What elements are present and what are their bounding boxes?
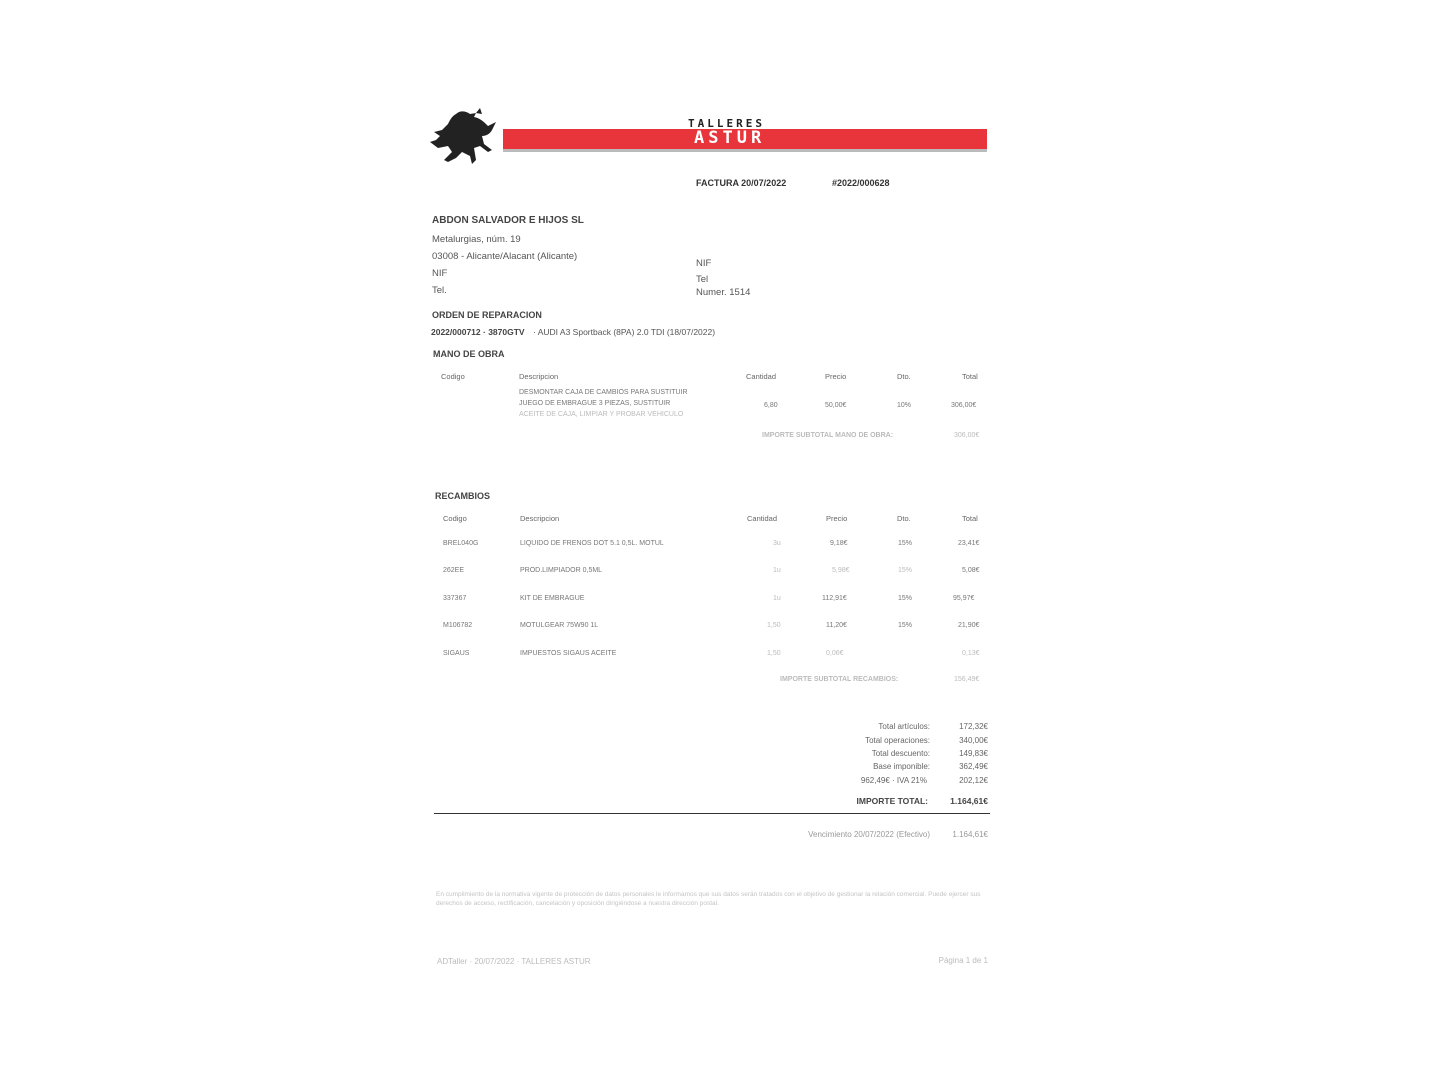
parts-header-price: Precio — [826, 514, 848, 523]
vat-label: 962,49€ · IVA 21% — [860, 776, 927, 785]
labor-header-price: Precio — [825, 372, 847, 381]
client-address-2: 03008 - Alicante/Alacant (Alicante) — [432, 251, 578, 262]
repair-order-title: ORDEN DE REPARACION — [432, 310, 542, 320]
table-row-disc: 15% — [898, 540, 913, 547]
table-row-disc: 15% — [898, 595, 913, 602]
brand-bar-shadow — [503, 149, 987, 152]
labor-disc: 10% — [897, 402, 912, 409]
total-articles-label: Total artículos: — [878, 722, 930, 731]
table-row-qty: 1,50 — [767, 622, 781, 629]
table-row-disc: 15% — [898, 567, 913, 574]
client-address-1: Metalurgias, núm. 19 — [432, 234, 521, 245]
labor-header-code: Codigo — [441, 372, 465, 381]
table-row-code: SIGAUS — [443, 650, 470, 657]
legal-notice: En cumplimiento de la normativa vigente de protección de datos personales le informamos que sus datos serán tratados con el objetivo de gestionar la relación comercial. Puede ejercer sus derechos de acceso, rectificación, cancelación y oposición dirigiéndose a nuestra dirección postal. — [436, 891, 981, 907]
parts-header-total: Total — [962, 514, 978, 523]
table-row-price: 5,98€ — [832, 567, 850, 574]
labor-title: MANO DE OBRA — [433, 349, 505, 359]
due-label: Vencimiento 20/07/2022 (Efectivo) — [808, 830, 930, 839]
parts-header-desc: Descripcion — [520, 514, 560, 523]
table-row-desc: LIQUIDO DE FRENOS DOT 5.1 0,5L. MOTUL — [520, 540, 664, 547]
labor-desc-line3: ACEITE DE CAJA, LIMPIAR Y PROBAR VEHICULO — [519, 411, 684, 418]
table-row-price: 112,91€ — [822, 595, 847, 602]
parts-header-code: Codigo — [443, 514, 467, 523]
parts-header-disc: Dto. — [897, 514, 911, 523]
labor-header-desc: Descripcion — [519, 372, 559, 381]
table-row-qty: 3u — [773, 540, 781, 547]
client-tel: Tel. — [432, 285, 447, 296]
totals-divider — [434, 813, 990, 814]
repair-order-desc: · AUDI A3 Sportback (8PA) 2.0 TDI (18/07/2022) — [533, 327, 716, 337]
table-row-code: BREL040G — [443, 540, 479, 547]
base-value: 362,49€ — [959, 762, 988, 771]
table-row-code: 337367 — [443, 595, 467, 602]
table-row-price: 9,18€ — [830, 540, 848, 547]
table-row-total: 21,90€ — [958, 622, 980, 629]
table-row-desc: MOTULGEAR 75W90 1L — [520, 622, 599, 629]
base-label: Base imponible: — [873, 762, 930, 771]
labor-header-disc: Dto. — [897, 372, 911, 381]
labor-desc-line1: DESMONTAR CAJA DE CAMBIOS PARA SUSTITUIR — [519, 389, 688, 396]
table-row-code: 262EE — [443, 567, 465, 574]
labor-subtotal-label: IMPORTE SUBTOTAL MANO DE OBRA: — [762, 432, 894, 439]
table-row-price: 0,06€ — [826, 650, 844, 657]
total-articles-value: 172,32€ — [959, 722, 988, 731]
labor-price: 50,00€ — [825, 402, 847, 409]
invoice-date: FACTURA 20/07/2022 — [696, 178, 787, 188]
table-row-price: 11,20€ — [826, 622, 847, 629]
table-row-desc: KIT DE EMBRAGUE — [520, 595, 585, 602]
footer-left: ADTaller · 20/07/2022 · TALLERES ASTUR — [437, 957, 591, 966]
client-name: ABDON SALVADOR E HIJOS SL — [432, 215, 584, 226]
grand-total-value: 1.164,61€ — [950, 796, 988, 806]
footer-page: Página 1 de 1 — [938, 956, 988, 965]
table-row-total: 95,97€ — [953, 595, 975, 602]
total-operations-value: 340,00€ — [959, 736, 988, 745]
total-discount-label: Total descuento: — [871, 749, 930, 758]
table-row-total: 5,08€ — [962, 567, 980, 574]
labor-subtotal-value: 306,00€ — [954, 432, 980, 439]
parts-subtotal-value: 156,49€ — [954, 676, 980, 683]
table-row-disc: 15% — [898, 622, 913, 629]
table-row-desc: PROD.LIMPIADOR 0,5ML — [520, 567, 603, 574]
vehicle-number: Numer. 1514 — [696, 287, 751, 298]
brand-line2: ASTUR — [694, 128, 766, 148]
due-value: 1.164,61€ — [952, 830, 988, 839]
vehicle-tel: Tel — [696, 274, 709, 285]
table-row-total: 23,41€ — [958, 540, 980, 547]
vehicle-nif: NIF — [696, 258, 712, 269]
client-nif: NIF — [432, 268, 448, 279]
table-row-qty: 1u — [773, 567, 781, 574]
grand-total-label: IMPORTE TOTAL: — [856, 796, 928, 806]
labor-header-total: Total — [962, 372, 978, 381]
horse-icon — [426, 106, 500, 170]
total-operations-label: Total operaciones: — [865, 736, 930, 745]
parts-subtotal-label: IMPORTE SUBTOTAL RECAMBIOS: — [780, 676, 899, 683]
parts-title: RECAMBIOS — [435, 491, 491, 501]
parts-header-qty: Cantidad — [747, 514, 778, 523]
labor-qty: 6,80 — [764, 402, 778, 409]
table-row-qty: 1u — [773, 595, 781, 602]
total-discount-value: 149,83€ — [959, 749, 988, 758]
brand-line1: TALLERES — [688, 117, 765, 130]
invoice-number: #2022/000628 — [832, 178, 890, 188]
labor-header-qty: Cantidad — [746, 372, 777, 381]
table-row-desc: IMPUESTOS SIGAUS ACEITE — [520, 650, 617, 657]
labor-total: 306,00€ — [951, 402, 977, 409]
table-row-code: M106782 — [443, 622, 473, 629]
vat-value: 202,12€ — [959, 776, 988, 785]
repair-order-code: 2022/000712 · 3870GTV — [431, 327, 525, 337]
table-row-qty: 1,50 — [767, 650, 781, 657]
labor-desc-line2: JUEGO DE EMBRAGUE 3 PIEZAS, SUSTITUIR — [519, 400, 671, 407]
table-row-total: 0,13€ — [962, 650, 980, 657]
